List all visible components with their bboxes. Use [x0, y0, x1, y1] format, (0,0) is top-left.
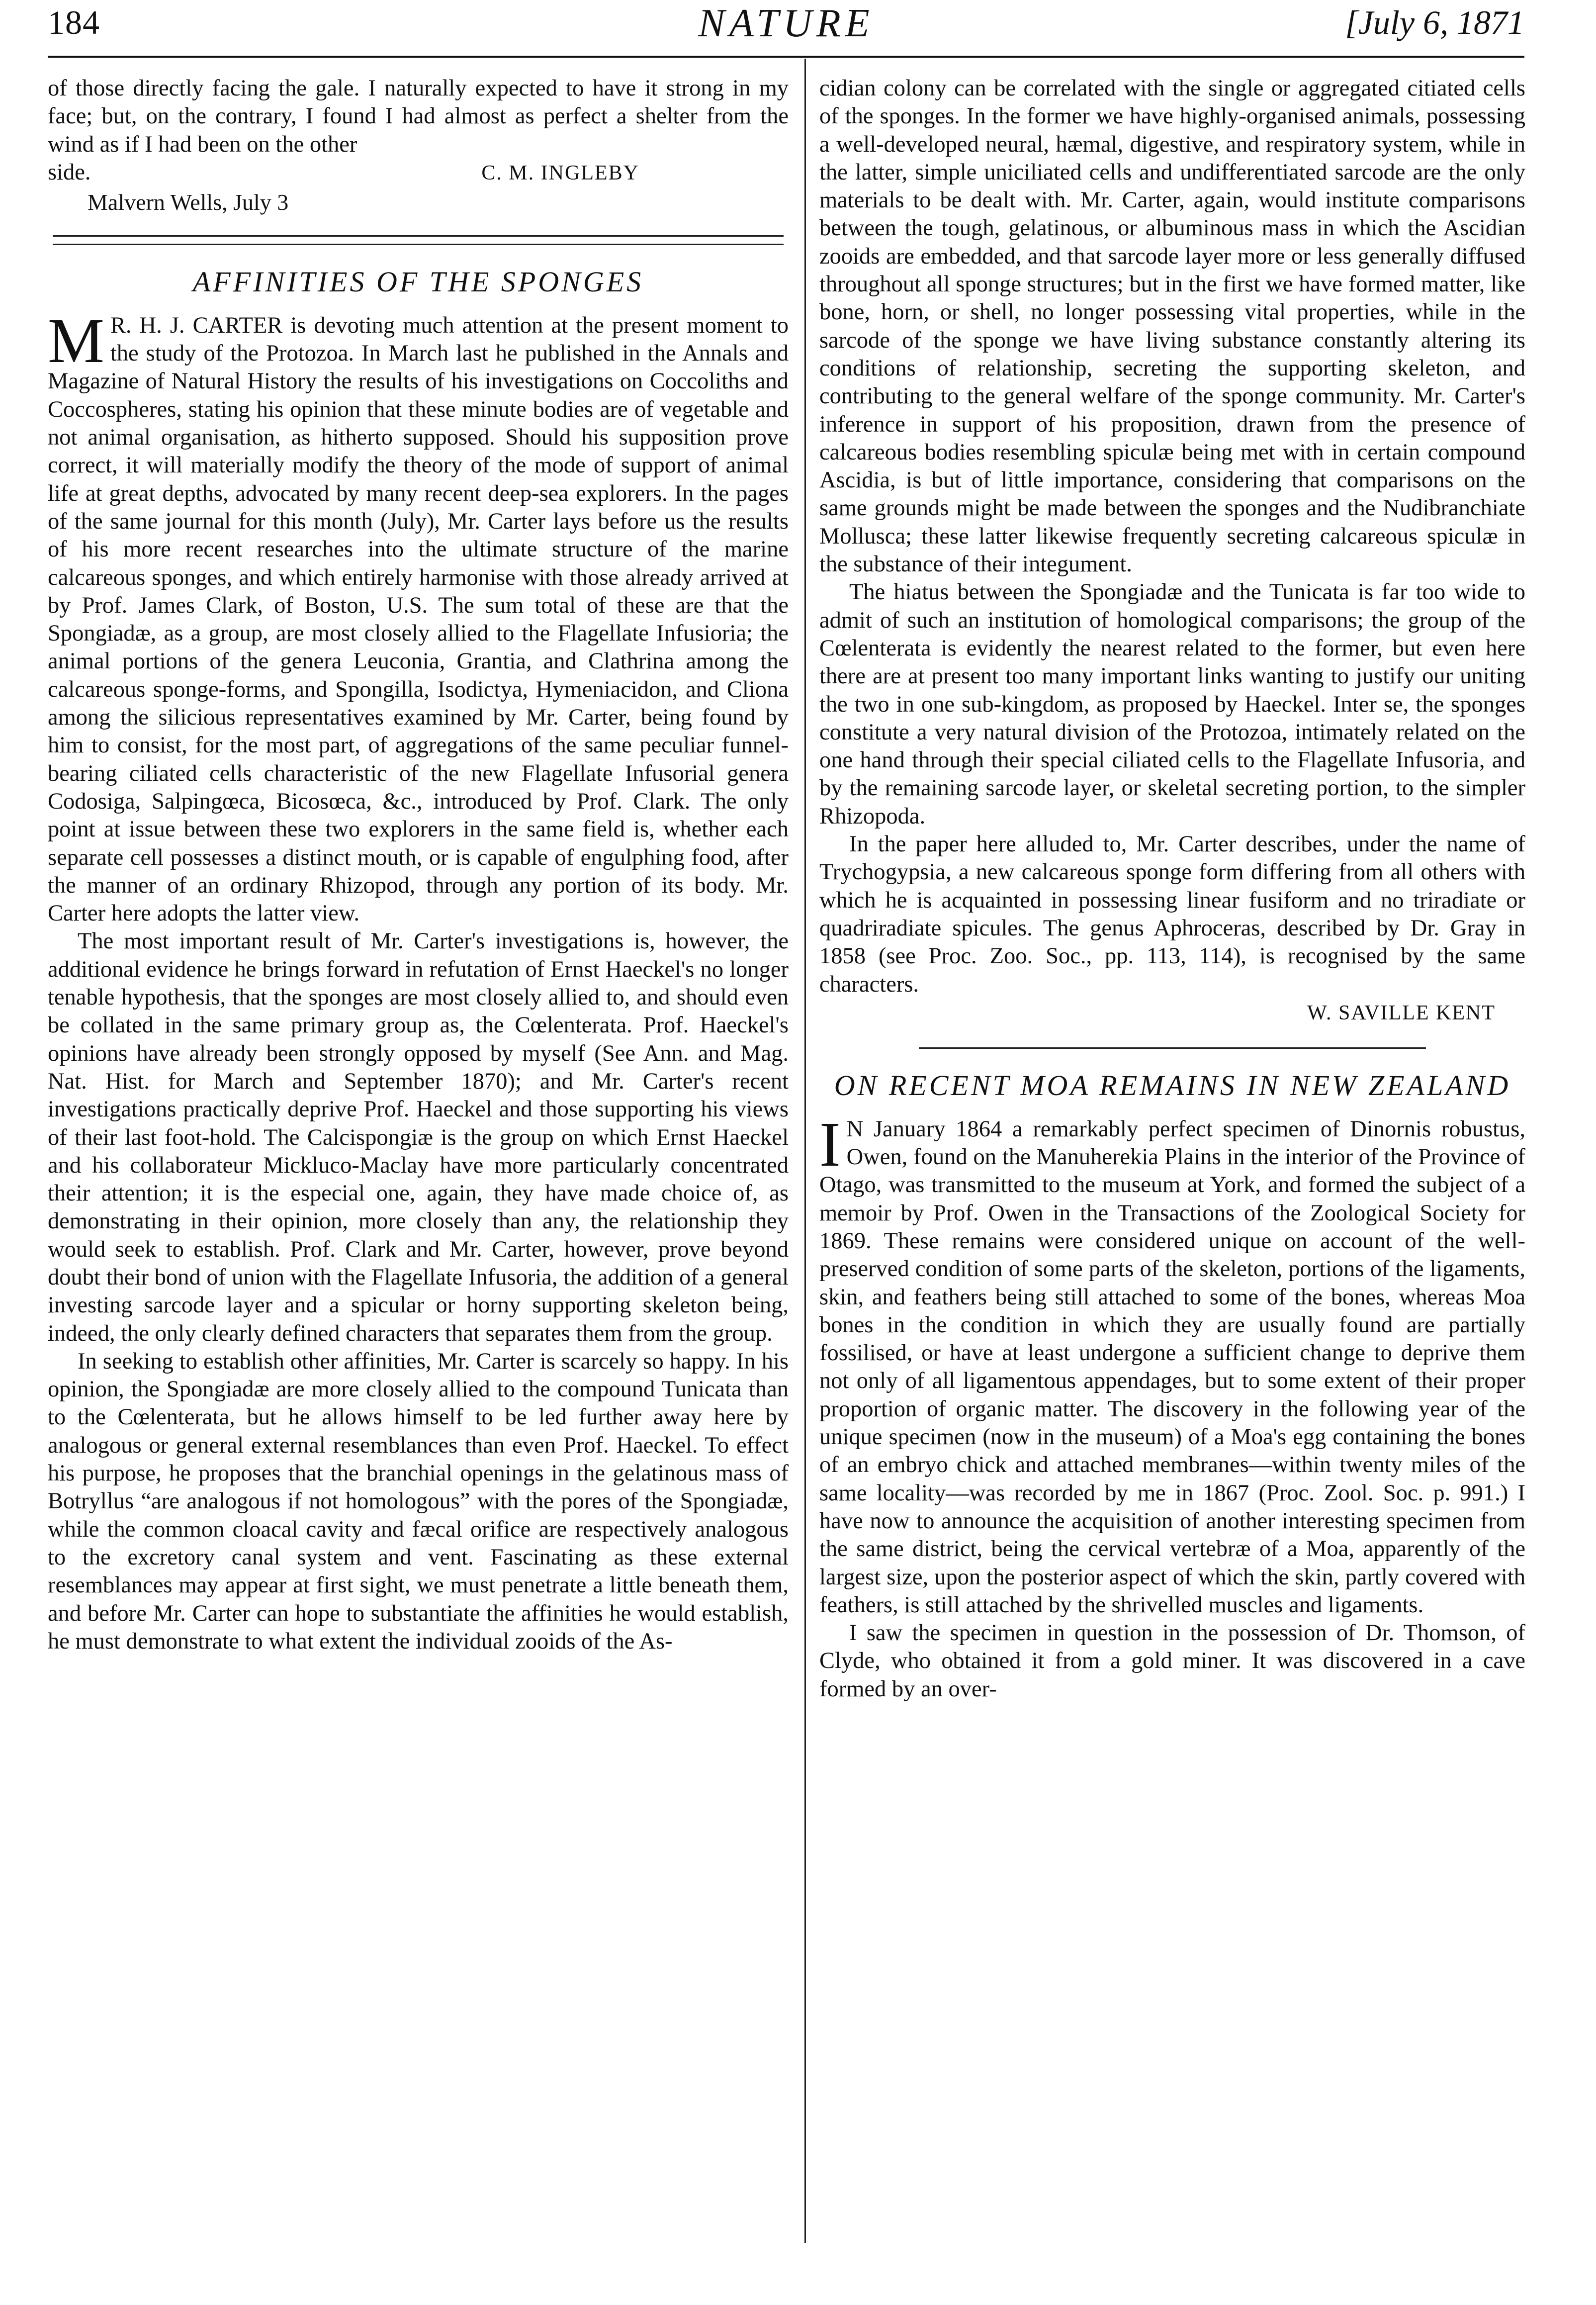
right-column [819, 75, 1525, 2283]
page-number: 184 [48, 3, 100, 41]
section-double-rule [53, 235, 784, 245]
article-paragraph: cidian colony can be correlated with the single or aggregated citiated cells of the sponges. In the former we have highly-organised animals, possessing a well-developed neural, hæmal, digestive, and respiratory system, while in the latter, simple uniciliated cells and undifferentiated sarcode are the only materials to be dealt with. Mr. Carter, again, would institute comparisons between the tough, gelatinous, or albuminous mass in which the Ascidian zooids are embedded, and that sarcode layer more or less generally diffused throughout all sponge structures; but in the first we have formed matter, like bone, horn, or shell, no longer possessing vital properties, while in the sarcode of the sponge we have living substance constantly altering its conditions of relationship, secreting the supporting skeleton, and contributing to the general welfare of the sponge community. Mr. Carter's inference in support of his proposition, drawn from the presence of calcareous bodies resembling spiculæ being met with in certain compound Ascidia, is but of little importance, considering that comparisons on the same grounds might be made between the sponges and the Nudibranchiate Mollusca; these latter likewise frequently secreting calcareous spiculæ in the substance of their integument. [819, 76, 1525, 577]
article-paragraph: In the paper here alluded to, Mr. Carter describes, under the name of Trychogypsia, a new calcareous sponge form differing from all others with which he is acquainted in possessing linear fusiform and no triradiate or quadriradiate spicules. The genus Aphroceras, described by Dr. Gray in 1858 (see Proc. Zoo. Soc., pp. 113, 114), is recognised by the same characters. [819, 831, 1525, 997]
header-rule [48, 56, 1524, 58]
article-signature: W. SAVILLE KENT [1307, 1001, 1496, 1024]
article-title: ON RECENT MOA REMAINS IN NEW ZEALAND [834, 1069, 1511, 1102]
letter-signature: C. M. INGLEBY [481, 161, 639, 184]
column-rule [804, 59, 806, 2243]
section-rule [919, 1047, 1426, 1049]
issue-date: [July 6, 1871 [1345, 3, 1524, 41]
article-paragraph: The most important result of Mr. Carter's investigations is, however, the additional evidence he brings forward in refutation of Ernst Haeckel's no longer tenable hypothesis, that the sponges are most closely allied to, and should even be collated in the same primary group as, the Cœlenterata. Prof. Haeckel's opinions have already been strongly opposed by myself (See Ann. and Mag. Nat. Hist. for March and September 1870); and Mr. Carter's recent investigations practically deprive Prof. Haeckel and those supporting his views of their last foot-hold. The Calcispongiæ is the group on which Ernst Haeckel and his collaborateur Mickluco-Maclay have more particularly concentrated their attention; it is the especial one, again, they have made choice of, as demonstrating in their opinion, more closely than any, the relationship they would seek to establish. Prof. Clark and Mr. Carter, however, prove beyond doubt their bond of union with the Flagellate Infusoria, the addition of a general investing sarcode layer and a spicular or horny supporting skeleton being, indeed, the only clearly defined characters that separates them from the group. [48, 928, 789, 1346]
article-paragraph [819, 1108, 1525, 1619]
article-paragraph [48, 305, 789, 928]
article-paragraph: In seeking to establish other affinities, Mr. Carter is scarcely so happy. In his opinion, the Spongiadæ are more closely allied to the compound Tunicata than to the Cœlenterata, but he allows himself to be led further away here by analogous or general external resemblances than even Prof. Haeckel. To effect his purpose, he proposes that the branchial openings in the gelatinous mass of Botryllus “are analogous if not homologous” with the pores of the Spongiadæ, while the common cloacal cavity and fæcal orifice are respectively analogous to the excretory canal system and vent. Fascinating as these external resemblances may appear at first sight, we must penetrate a little beneath them, and before Mr. Carter can hope to substantiate the affinities he would establish, he must demonstrate to what extent the individual zooids of the As- [48, 1348, 789, 1654]
drop-cap: I [819, 1108, 841, 1180]
article-title: AFFINITIES OF THE SPONGES [192, 265, 644, 298]
letter-dateline: Malvern Wells, July 3 [88, 189, 289, 215]
letter-end-text: of those directly facing the gale. I naturally expected to have it strong in my face; but, on the contrary, I found I had almost as perfect a shelter from the wind as if I had been on the other [48, 76, 789, 157]
letter-last-word: side. [48, 159, 91, 185]
letter-signature-line [48, 159, 789, 187]
drop-cap: M [48, 305, 104, 376]
left-column [48, 75, 789, 2283]
article-paragraph: The hiatus between the Spongiadæ and the Tunicata is far too wide to admit of such an institution of homological comparisons; the group of the Cœlenterata is evidently the nearest related to the former, but even here there are at present too many important links wanting to justify our uniting the two in one sub-kingdom, as proposed by Haeckel. Inter se, the sponges constitute a very natural division of the Protozoa, intimately related on the one hand through their special ciliated cells to the Flagellate Infusoria, and by the remaining sarcode layer, or skeletal secreting portion, to the simpler Rhizopoda. [819, 579, 1525, 829]
paragraph-text: N January 1864 a remarkably perfect specimen of Dinornis robustus, Owen, found on the Manuherekia Plains in the interior of the Province of Otago, was transmitted to the museum at York, and formed the subject of a memoir by Prof. Owen in the Transactions of the Zoological Society for 1869. These remains were considered unique on account of the well-preserved condition of some parts of the skeleton, portions of the ligaments, skin, and feathers being still attached to some of the bones, whereas Moa bones in the condition in which they are usually found are partially fossilised, or have at least undergone a sufficient change to deprive them not only of all ligamentous appendages, but to some extent of their proper proportion of organic matter. The discovery in the following year of the unique specimen (now in the museum) of a Moa's egg containing the bones of an embryo chick and attached membranes—within twenty miles of the same locality—was recorded by me in 1867 (Proc. Zool. Soc. p. 991.) I have now to announce the acquisition of another interesting specimen from the same district, being the cervical vertebræ of a Moa, apparently of the largest size, upon the posterior aspect of which the skin, partly covered with feathers, is still attached by the shrivelled muscles and ligaments. [819, 1116, 1525, 1618]
article-paragraph: I saw the specimen in question in the possession of Dr. Thomson, of Clyde, who obtained it from a gold miner. It was discovered in a cave formed by an over- [819, 1620, 1525, 1702]
running-head [48, 3, 1524, 53]
paragraph-text: R. H. J. CARTER is devoting much attention at the present moment to the study of the Protozoa. In March last he published in the Annals and Magazine of Natural History the results of his investigations on Coccoliths and Coccospheres, stating his opinion that these minute bodies are of vegetable and not animal organisation, as hitherto supposed. Should his supposition prove correct, it will materially modify the theory of the mode of support of animal life at great depths, advocated by many recent deep-sea explorers. In the pages of the same journal for this month (July), Mr. Carter lays before us the results of his more recent researches into the ultimate structure of the marine calcareous sponges, and which entirely harmonise with those already arrived at by Prof. James Clark, of Boston, U.S. The sum total of these are that the Spongiadæ, as a group, are most closely allied to the Flagellate Infusioria; the animal portions of the genera Leuconia, Grantia, and Clathrina among the calcareous sponge-forms, and Spongilla, Isodictya, Hymeniacidon, and Cliona among the silicious representatives examined by Mr. Carter, being found by him to consist, for the most part, of aggregations of the same peculiar funnel-bearing ciliated cells characteristic of the new Flagellate Infusorial genera Codosiga, Salpingœca, Bicosœca, &c., introduced by Prof. Clark. The only point at issue between these two explorers in the same field is, whether each separate cell possesses a distinct mouth, or is capable of engulphing food, after the manner of an ordinary Rhizopod, through any portion of its body. Mr. Carter here adopts the latter view. [48, 312, 789, 926]
journal-title: NATURE [698, 1, 874, 45]
